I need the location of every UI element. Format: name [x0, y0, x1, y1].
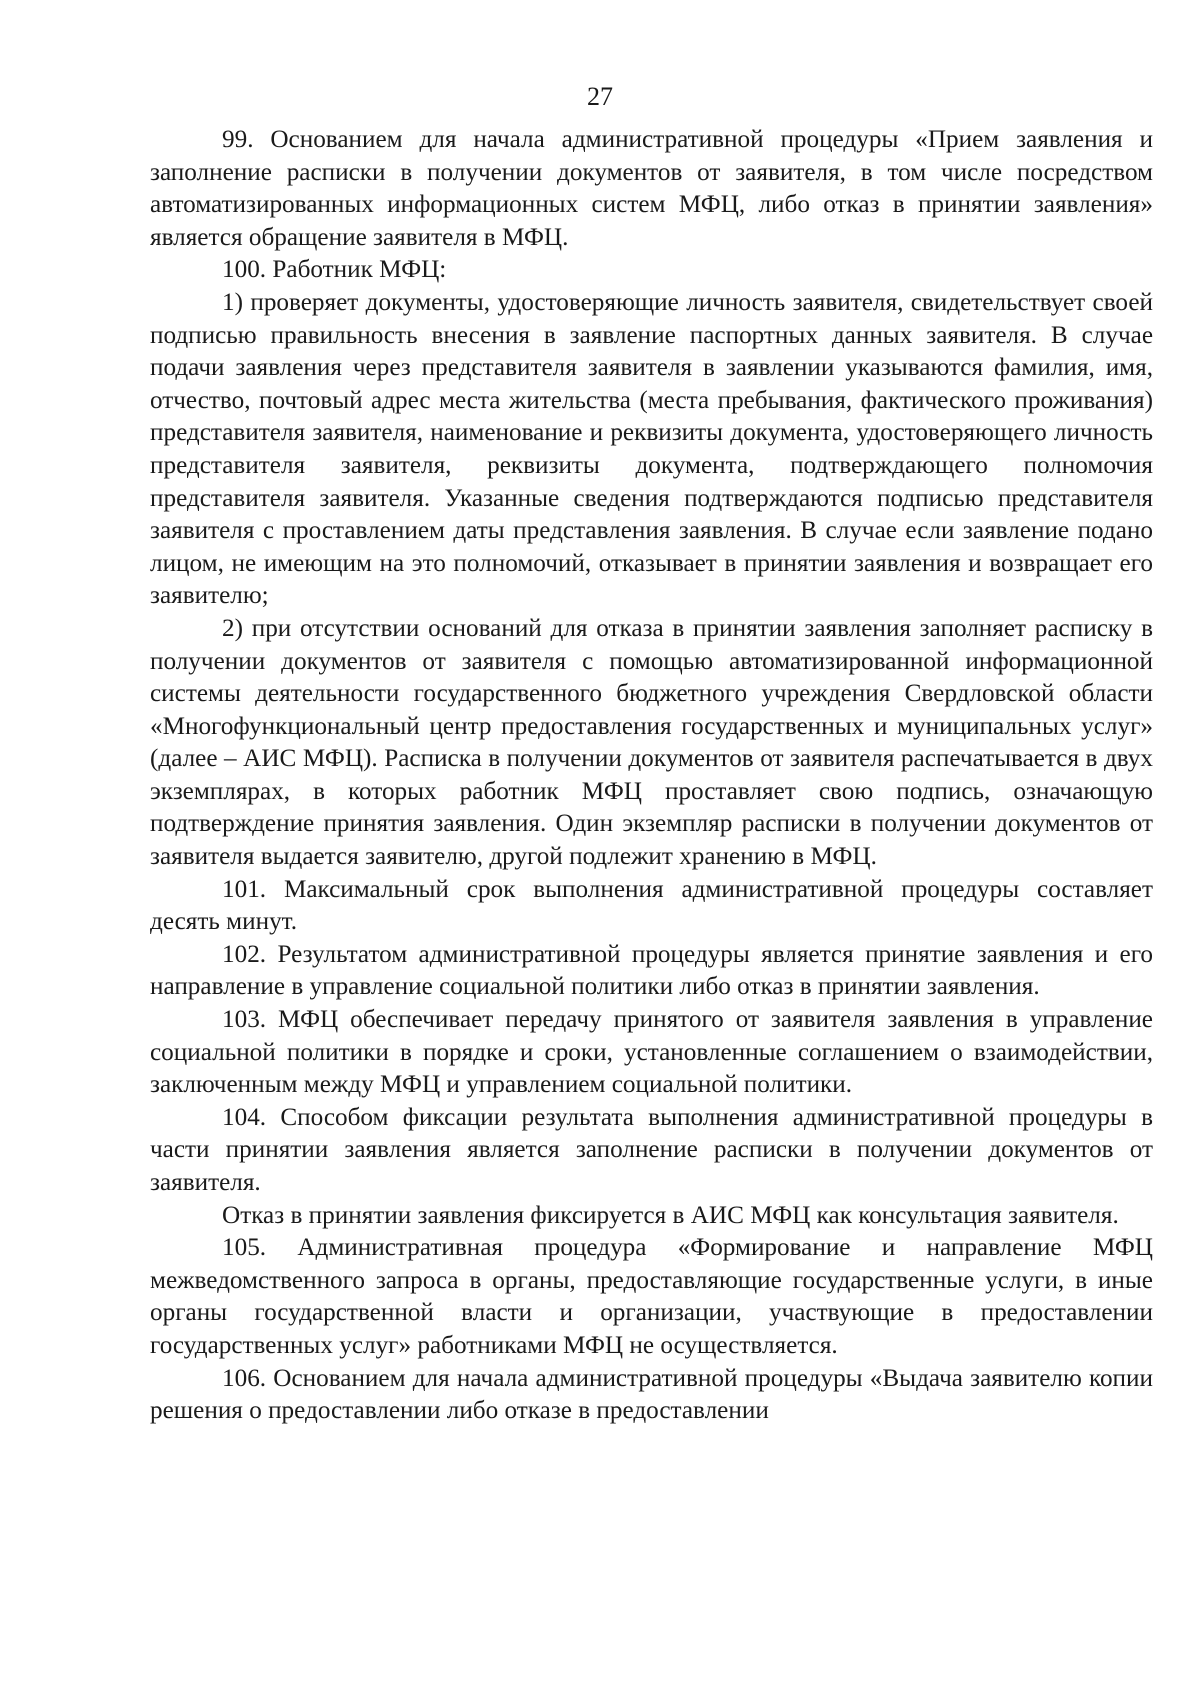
paragraph-100-item-1: 1) проверяет документы, удостоверяющие личность заявителя, свидетельствует своей подписью правильность внесения в заявление паспортных данных заявителя. В случае подачи заявления через представителя заявителя в заявлении указываются фамилия, имя, отчество, почтовый адрес места жительства (места пребывания, фактического проживания) представителя заявителя, наименование и реквизиты документа, удостоверяющего личность представителя заявителя, реквизиты документа, подтверждающего полномочия представителя заявителя. Указанные сведения подтверждаются подписью представителя заявителя с проставлением даты представления заявления. В случае если заявление подано лицом, не имеющим на это полномочий, отказывает в принятии заявления и возвращает его заявителю;: [150, 288, 1153, 610]
document-body: [150, 124, 1153, 1428]
paragraph-104: 104. Способом фиксации результата выполнения административной процедуры в части принятии заявления является заполнение расписки в получении документов от заявителя.: [150, 1103, 1153, 1196]
paragraph-102: 102. Результатом административной процедуры является принятие заявления и его направление в управление социальной политики либо отказ в принятии заявления.: [150, 940, 1153, 1001]
paragraph-100-item-2: 2) при отсутствии оснований для отказа в принятии заявления заполняет расписку в получении документов от заявителя с помощью автоматизированной информационной системы деятельности государственного бюджетного учреждения Свердловской области «Многофункциональный центр предоставления государственных и муниципальных услуг» (далее – АИС МФЦ). Расписка в получении документов от заявителя распечатывается в двух экземплярах, в которых работник МФЦ проставляет свою подпись, означающую подтверждение принятия заявления. Один экземпляр расписки в получении документов от заявителя выдается заявителю, другой подлежит хранению в МФЦ.: [150, 614, 1153, 871]
paragraph-104-refusal: Отказ в принятии заявления фиксируется в АИС МФЦ как консультация заявителя.: [222, 1201, 1119, 1229]
page-number: 27: [587, 82, 613, 111]
paragraph-106: 106. Основанием для начала административной процедуры «Выдача заявителю копии решения о предоставлении либо отказе в предоставлении: [150, 1364, 1153, 1425]
paragraph-99: 99. Основанием для начала административной процедуры «Прием заявления и заполнение расписки в получении документов от заявителя, в том числе посредством автоматизированных информационных систем МФЦ, либо отказ в принятии заявления» является обращение заявителя в МФЦ.: [150, 126, 1153, 251]
paragraph-101: 101. Максимальный срок выполнения административной процедуры составляет десять минут.: [150, 875, 1153, 936]
paragraph-100: 100. Работник МФЦ:: [222, 256, 447, 284]
paragraph-105: 105. Административная процедура «Формирование и направление МФЦ межведомственного запроса в органы, предоставляющие государственные услуги, в иные органы государственной власти и организации, участвующие в предоставлении государственных услуг» работниками МФЦ не осуществляется.: [150, 1234, 1153, 1359]
paragraph-103: 103. МФЦ обеспечивает передачу принятого от заявителя заявления в управление социальной политики в порядке и сроки, установленные соглашением о взаимодействии, заключенным между МФЦ и управлением социальной политики.: [150, 1006, 1153, 1099]
